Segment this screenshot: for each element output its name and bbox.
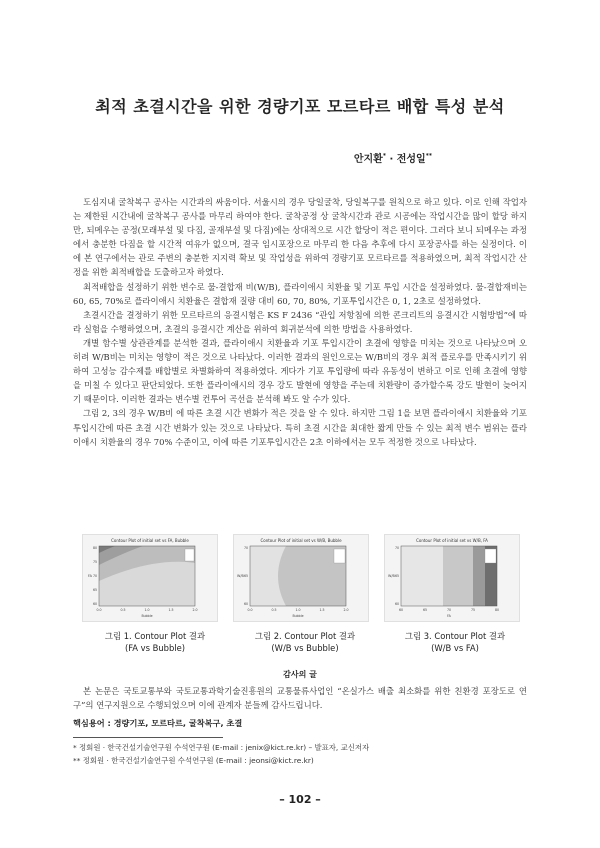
figure-2-caption	[230, 630, 380, 654]
y-tick: 70	[92, 574, 97, 578]
footnote-2: ** 정회원 · 한국건설기술연구원 수석연구원 (E-mail : jeonsi@kict.re.kr)	[73, 756, 314, 765]
y-tick: 80	[92, 546, 97, 550]
y-tick: 70	[243, 546, 248, 550]
x-tick: 0.0	[247, 608, 253, 612]
acknowledgement-heading: 감사의 글	[283, 670, 317, 679]
contour-plot-1	[83, 535, 217, 621]
figure-1	[82, 534, 218, 622]
figure-1-caption	[80, 630, 230, 654]
x-tick: 1.0	[295, 608, 301, 612]
contour-plot-2	[234, 535, 368, 621]
x-tick: 0.5	[271, 608, 277, 612]
authors	[354, 150, 432, 165]
y-label: W/B	[388, 574, 395, 578]
contour-band	[473, 546, 485, 606]
x-tick: 0.5	[120, 608, 126, 612]
plot-title: Contour Plot of initial set vs W/B, FA	[416, 538, 488, 543]
keywords	[73, 718, 242, 729]
footnote-1: * 정회원 · 한국건설기술연구원 수석연구원 (E-mail : jenix@kict.re.kr) – 발표자, 교신저자	[73, 743, 370, 752]
x-tick: 1.5	[168, 608, 174, 612]
y-tick: 60	[394, 602, 399, 606]
plot-title: Contour Plot of initial set vs FA, Bubble	[111, 538, 189, 543]
author-2: 전성일	[396, 154, 426, 165]
x-tick: 2.0	[192, 608, 198, 612]
plot-legend	[485, 549, 496, 563]
acknowledgement-text: 본 논문은 국토교통부와 국토교통과학기술진흥원의 교통물류사업인 “온실가스 배출 최소화를 위한 친환경 포장도로 연구”의 연구지원으로 수행되었으며 이에 관계자 분들께 감사드립니다.	[73, 686, 527, 710]
x-label: Bubble	[292, 614, 304, 618]
x-label: Bubble	[141, 614, 153, 618]
figure-3	[384, 534, 520, 622]
caption-line: (W/B vs Bubble)	[271, 643, 339, 653]
x-tick: 80	[494, 608, 500, 612]
y-label: W/B	[237, 574, 244, 578]
plot-title: Contour Plot of initial set vs W/B, Bubble	[260, 538, 342, 543]
paragraph-1: 도심지내 굴착복구 공사는 시간과의 싸움이다. 서울시의 경우 당일굴착, 당일복구를 원칙으로 하고 있다. 이로 인해 작업자는 제한된 시간내에 굴착복구 공사를 마무리 하여야 한다. 굴착공정 상 굴착시간과 관로 시공에는 작업시간을 많이 할당 하지만, 되메우는 공정(모래부설 및 다짐, 골재부설 및 다짐)에는 상대적으로 시간 할당이 적은 편이다. 그러다 보니 되메우는 과정에서 충분한 다짐을 할 시간적 여유가 없으며, 결국 임시포장으로 마무리 한 다음 추후에 다시 포장공사를 하는 실정이다. 이에 본 연구에서는 관로 주변의 충분한 지지력 확보 및 작업성을 위하여 경량기포 모르타르를 적용하였으며, 최적 작업시간 산정을 위한 최적배합을 도출하고자 하였다.	[73, 197, 527, 278]
caption-line: (FA vs Bubble)	[124, 643, 186, 653]
y-label: FA	[88, 574, 92, 578]
x-tick: 1.5	[319, 608, 325, 612]
y-tick: 65	[92, 588, 97, 592]
y-tick: 70	[394, 546, 399, 550]
figure-row	[82, 534, 522, 620]
footnote-divider	[73, 737, 223, 738]
caption-line: 그림 3. Contour Plot 결과	[404, 631, 506, 641]
contour-band	[443, 546, 473, 606]
x-label: FA	[447, 614, 451, 618]
paragraph-2: 최적배합을 설정하기 위한 변수로 물-결합재 비(W/B), 플라이애시 치환율 및 기포 투입 시간을 설정하였다. 물-결합재비는 60, 65, 70%로 플라이애시 치환율은 결합재 질량 대비 60, 70, 80%, 기포투입시간은 0, 1, 2초로 설정하였다.	[73, 281, 527, 306]
page-number: – 102 –	[279, 793, 321, 806]
x-tick: 75	[470, 608, 476, 612]
keywords-list: 경량기포, 모르타르, 굴착복구, 초결	[113, 718, 243, 728]
y-tick: 65	[243, 574, 248, 578]
y-tick: 60	[243, 602, 248, 606]
caption-line: 그림 1. Contour Plot 결과	[104, 631, 206, 641]
caption-line: 그림 2. Contour Plot 결과	[254, 631, 356, 641]
paragraph-4: 개별 함수별 상관관계를 분석한 결과, 플라이애시 치환율과 기포 투입시간이 초결에 영향을 미치는 것으로 나타났으며 오히려 W/B비는 미치는 영향이 적은 것으로 나타났다. 이러한 결과의 원인으로는 W/B비의 경우 최적 플로우를 만족시키기 위하여 고성능 감수제를 배합별로 차별화하여 적용하였다. 게다가 기포 투입량에 따라 유동성이 변하고 이로 인해 초결에 영향을 미칠 수 있다고 판단되었다. 또한 플라이애시의 경우 강도 발현에 영향을 주는데 치환량이 증가할수록 강도 발현이 늦어지기 때문이다. 이러한 결과는 변수별 컨투어 곡선을 분석해 봐도 알 수가 있다.	[73, 337, 527, 405]
author-1: 안지환	[353, 154, 383, 165]
x-tick: 65	[422, 608, 428, 612]
y-tick: 75	[92, 560, 97, 564]
figure-2	[233, 534, 369, 622]
author-1-mark: *	[382, 152, 386, 160]
contour-plot-3	[385, 535, 519, 621]
y-tick: 60	[92, 602, 97, 606]
figure-captions	[80, 630, 530, 660]
author-2-mark: **	[425, 152, 432, 160]
x-tick: 0.0	[96, 608, 102, 612]
figure-3-caption	[380, 630, 530, 654]
plot-legend	[334, 549, 345, 563]
caption-line: (W/B vs FA)	[431, 643, 479, 653]
x-tick: 1.0	[144, 608, 150, 612]
paragraph-3: 초결시간을 결정하기 위한 모르타르의 응결시험은 KS F 2436 “관입 저항침에 의한 콘크리트의 응결시간 시험방법”에 따라 실험을 수행하였으며, 초결의 응결시간 계산을 위하여 회귀분석에 의한 방법을 사용하였다.	[73, 309, 527, 334]
y-tick: 65	[394, 574, 399, 578]
keywords-label: 핵심용어 :	[73, 718, 114, 728]
paragraph-5: 그림 2, 3의 경우 W/B비 에 따른 초결 시간 변화가 적은 것을 알 수 있다. 하지만 그림 1을 보면 플라이애시 치환율와 기포투입시간에 따른 초결 시간 변화가 있는 것으로 나타났다. 특히 초결 시간을 최대한 짧게 만들 수 있는 최적 변수 범위는 플라이애시 치환율의 경우 70% 수준이고, 이에 따른 기포투입시간은 2초 이하에서는 모두 적정한 것으로 나타났다.	[73, 408, 527, 447]
x-tick: 2.0	[343, 608, 349, 612]
x-tick: 60	[398, 608, 404, 612]
x-tick: 70	[446, 608, 452, 612]
body-text	[73, 195, 527, 449]
plot-legend	[185, 549, 194, 561]
author-separator: ·	[385, 154, 397, 165]
paper-title: 최적 초결시간을 위한 경량기포 모르타르 배합 특성 분석	[95, 97, 505, 116]
